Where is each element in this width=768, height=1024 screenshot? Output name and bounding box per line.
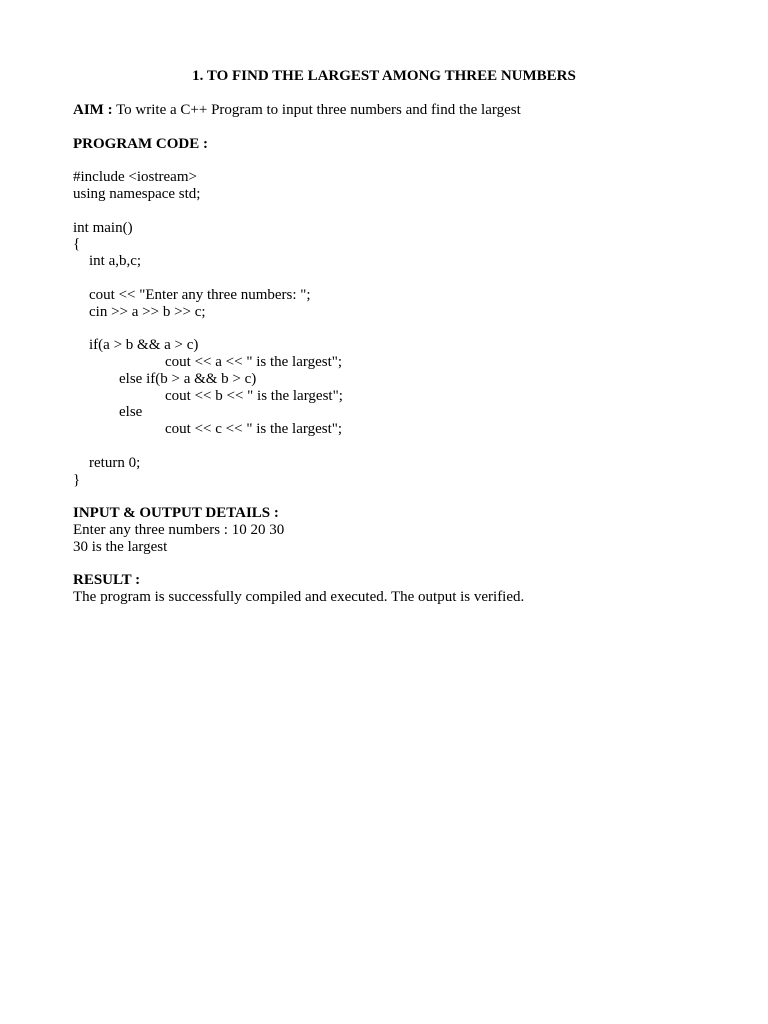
code-line-input: cin >> a >> b >> c; [89, 303, 206, 320]
result-text: The program is successfully compiled and executed. The output is verified. [73, 589, 525, 606]
code-line-prompt: cout << "Enter any three numbers: "; [89, 286, 311, 303]
spacer [73, 152, 723, 169]
spacer [73, 270, 723, 287]
aim-line [73, 102, 723, 119]
io-line-output: 30 is the largest [73, 538, 168, 555]
spacer [73, 438, 723, 455]
code-line-decl: int a,b,c; [89, 253, 142, 270]
code-line-include: #include <iostream> [73, 169, 197, 186]
code-line-namespace: using namespace std; [73, 185, 201, 202]
spacer [73, 203, 723, 220]
aim-text: To write a C++ Program to input three numbers and find the largest [116, 102, 521, 118]
code-line-return: return 0; [89, 454, 141, 471]
code-line-if: if(a > b && a > c) [89, 337, 199, 354]
spacer [73, 556, 723, 573]
spacer [73, 488, 723, 505]
spacer [73, 320, 723, 337]
io-details-heading: INPUT & OUTPUT DETAILS : [73, 505, 279, 522]
code-line-open-brace: { [73, 236, 81, 253]
code-block [73, 169, 723, 488]
code-line-elseif: else if(b > a && b > c) [119, 370, 257, 387]
code-line-close-brace: } [73, 471, 81, 488]
document-body [73, 102, 723, 606]
code-line-out-c: cout << c << " is the largest"; [165, 421, 343, 438]
code-line-main: int main() [73, 219, 133, 236]
code-line-else: else [119, 404, 143, 421]
code-line-out-a: cout << a << " is the largest"; [165, 353, 343, 370]
aim-label: AIM : [73, 102, 113, 118]
spacer [73, 119, 723, 136]
io-line-input: Enter any three numbers : 10 20 30 [73, 521, 285, 538]
code-line-out-b: cout << b << " is the largest"; [165, 387, 343, 404]
page-title: 1. TO FIND THE LARGEST AMONG THREE NUMBERS [192, 68, 576, 84]
program-code-heading: PROGRAM CODE : [73, 135, 208, 152]
result-heading: RESULT : [73, 572, 141, 589]
